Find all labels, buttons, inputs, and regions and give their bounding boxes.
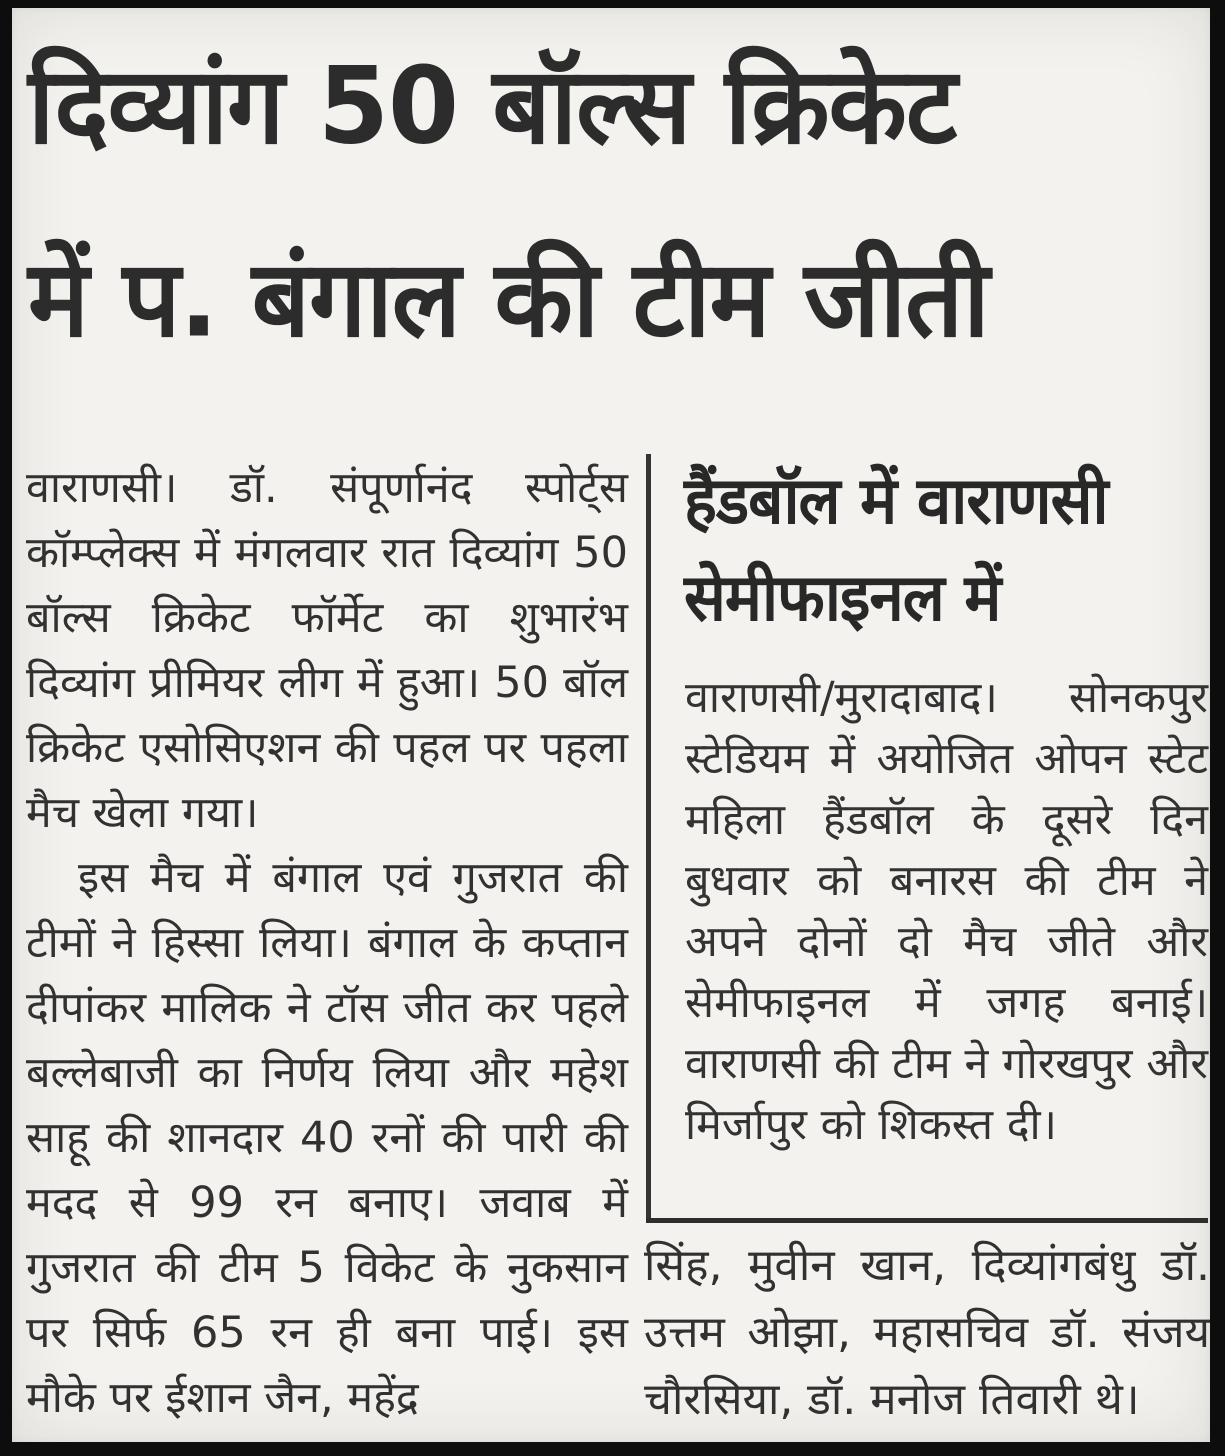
headline-line-1: दिव्यांग 50 बॉल्स क्रिकेट <box>28 44 957 169</box>
main-article-continuation: सिंह, मुवीन खान, दिव्यांगबंधु डॉ. उत्तम ओझा, महासचिव डॉ. संजय चौरसिया, डॉ. मनोज तिवारी थे। <box>644 1240 1210 1425</box>
newspaper-page <box>12 8 1210 1442</box>
main-article-paragraph-2: इस मैच में बंगाल एवं गुजरात की टीमों ने हिस्सा लिया। बंगाल के कप्तान दीपांकर मालिक ने टॉस जीत कर पहले बल्लेबाजी का निर्णय लिया और महेश साहू की शानदार 40 रनों की पारी की मदद से 99 रन बनाए। जवाब में गुजरात की टीम 5 विकेट के नुकसान पर सिर्फ 65 रन ही बना पाई। इस मौके पर ईशान जैन, महेंद्र <box>26 853 628 1423</box>
sidebar-heading-line-1: हैंडबॉल में वाराणसी <box>684 462 1108 539</box>
sidebar-bottom-rule <box>646 1218 1208 1223</box>
main-headline <box>28 10 1198 396</box>
sidebar-article-body: वाराणसी/मुरादाबाद। सोनकपुर स्टेडियम में अयोजित ओपन स्टेट महिला हैंडबॉल के दूसरे दिन बुधवार को बनारस की टीम ने अपने दोनों दो मैच जीते और सेमीफाइनल में जगह बनाई। वाराणसी की टीम ने गोरखपुर और मिर्जापुर को शिकस्त दी। <box>685 673 1208 1150</box>
main-article-column <box>26 456 628 1431</box>
sidebar-heading-line-2: सेमीफाइनल में <box>684 559 1001 636</box>
sidebar-heading <box>684 452 1208 646</box>
main-article-paragraph-1: वाराणसी। डॉ. संपूर्णानंद स्पोर्ट्स कॉम्प्लेक्स में मंगलवार रात दिव्यांग 50 बॉल्स क्रिकेट फॉर्मेट का शुभारंभ दिव्यांग प्रीमियर लीग में हुआ। 50 बॉल क्रिकेट एसोसिएशन की पहल पर पहला मैच खेला गया। <box>26 463 628 838</box>
sidebar-left-rule <box>646 454 651 1223</box>
headline-line-2: में प. बंगाल की टीम जीती <box>28 237 989 362</box>
